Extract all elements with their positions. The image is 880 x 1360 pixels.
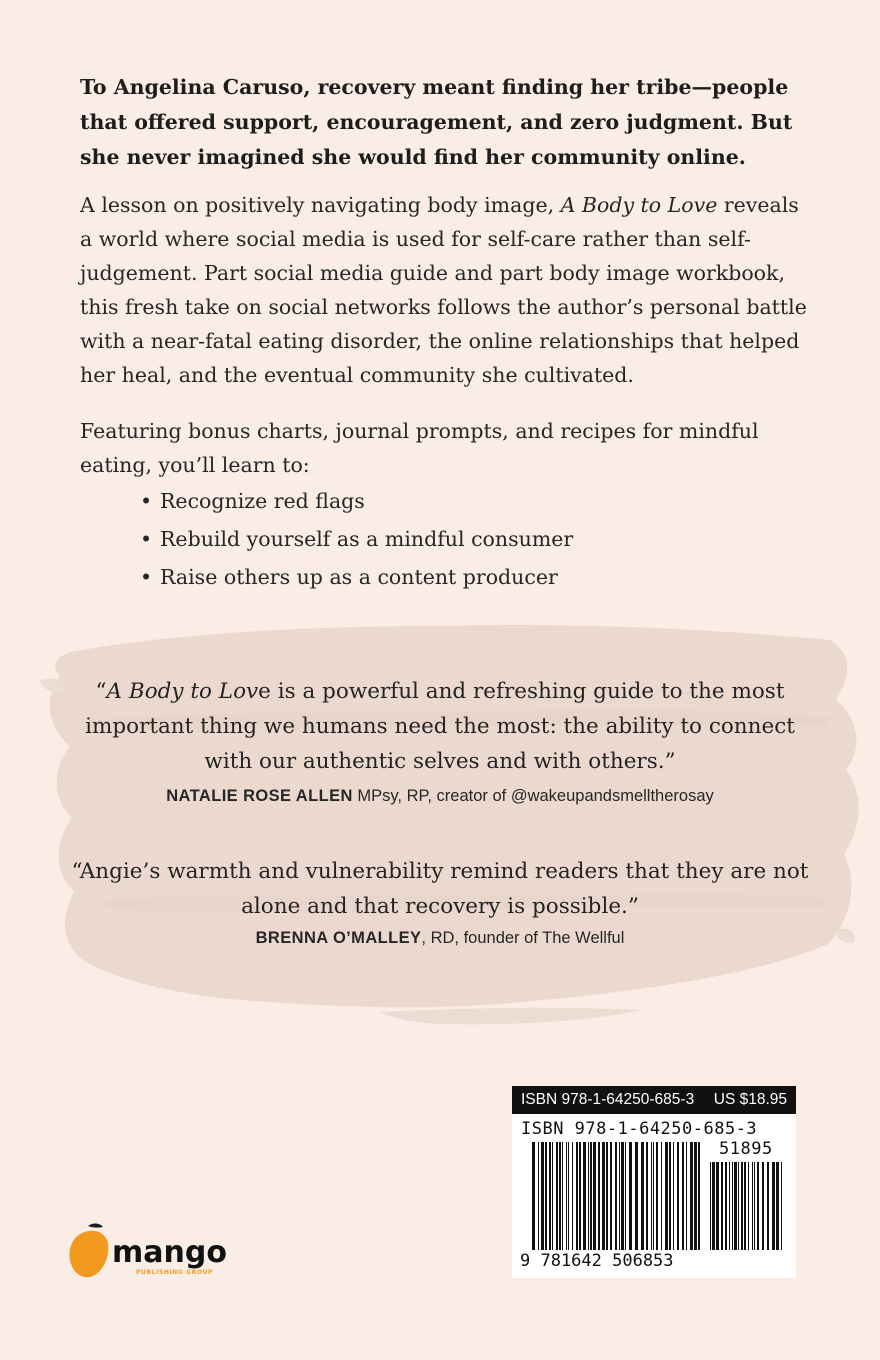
- list-item: • Recognize red flags: [140, 482, 573, 520]
- barcode-bar: [629, 1142, 632, 1250]
- ean-digits: 9 781642 506853: [520, 1251, 674, 1271]
- barcode-bar: [669, 1142, 671, 1250]
- ean-barcode: [532, 1142, 704, 1250]
- barcode-bar: [621, 1142, 624, 1250]
- logo-leaf-icon: [88, 1223, 103, 1227]
- intro-lead: To Angelina Caruso, recovery meant finding her tribe—people that offered support, encouragement, and zero judgment. But she never imagined she would find her community online.: [80, 75, 793, 169]
- barcode-bar: [568, 1142, 569, 1250]
- quote-book-title: A Body to Lov: [106, 679, 259, 704]
- testimonial-quote-1: “A Body to Love is a powerful and refreshing guide to the most important thing we humans need the most: the ability to connect with our authentic selves and with others.”: [85, 679, 795, 774]
- barcode-bar: [686, 1142, 687, 1250]
- testimonial-attribution-2: [60, 929, 820, 948]
- barcode-bar: [598, 1142, 600, 1250]
- barcode-bar: [566, 1142, 567, 1250]
- barcode-bar: [781, 1162, 782, 1250]
- bullet-icon: •: [140, 565, 153, 589]
- brush-stroke-background: [0, 600, 880, 1040]
- barcode-bar: [590, 1142, 592, 1250]
- barcode-bar: [748, 1162, 749, 1250]
- features-intro: Featuring bonus charts, journal prompts, and recipes for mindful eating, you’ll learn to:: [80, 419, 759, 477]
- barcode-bar: [694, 1142, 697, 1250]
- description-pre: A lesson on positively navigating body image,: [80, 193, 561, 217]
- barcode-bar: [579, 1142, 581, 1250]
- barcode-bar: [677, 1142, 679, 1250]
- barcode-bar: [549, 1142, 551, 1250]
- barcode-bar: [721, 1162, 723, 1250]
- logo-tagline: PUBLISHING GROUP: [136, 1269, 214, 1276]
- endorser-credentials: , RD, founder of The Wellful: [421, 929, 625, 947]
- barcode-bar: [583, 1142, 586, 1250]
- description-post: reveals a world where social media is used for self-care rather than self-judgement. Part social media guide and part body image workbook, this fresh take on social networks follows the author’s personal battle with a near-fatal eating disorder, the online relationships that helped her heal, and the eventual community she cultivated.: [80, 193, 807, 387]
- barcode-bar: [656, 1142, 658, 1250]
- barcode-bar: [744, 1162, 746, 1250]
- barcode-bar: [729, 1162, 730, 1250]
- barcode-bar: [776, 1162, 779, 1250]
- mango-fruit-icon: [70, 1231, 109, 1278]
- barcode-bar: [651, 1142, 652, 1250]
- barcode-bar: [665, 1142, 668, 1250]
- barcode-bar: [690, 1142, 693, 1250]
- barcode-bar: [559, 1142, 561, 1250]
- bullet-list: [140, 482, 573, 596]
- barcode-bar: [562, 1142, 563, 1250]
- barcode-bar: [673, 1142, 674, 1250]
- barcode-bar: [572, 1142, 573, 1250]
- isbn-label: ISBN 978-1-64250-685-3: [521, 1091, 695, 1108]
- endorser-name: NATALIE ROSE ALLEN: [166, 787, 353, 805]
- bullet-icon: •: [140, 527, 153, 551]
- barcode-bar: [710, 1162, 711, 1250]
- endorser-name: BRENNA O’MALLEY: [255, 929, 422, 947]
- barcode-bar: [593, 1142, 596, 1250]
- price-code: 51895: [719, 1139, 773, 1159]
- barcode-bar: [619, 1142, 620, 1250]
- barcode-bar: [767, 1162, 769, 1250]
- price-barcode: [710, 1162, 788, 1250]
- barcode-bar: [552, 1142, 553, 1250]
- barcode-bar: [538, 1142, 539, 1250]
- barcode-bar: [738, 1162, 739, 1250]
- barcode-header: [512, 1086, 796, 1114]
- barcode-bar: [653, 1142, 654, 1250]
- barcode-bar: [661, 1142, 662, 1250]
- isbn-code: ISBN 978-1-64250-685-3: [521, 1119, 758, 1139]
- mango-publishing-logo: [66, 1222, 246, 1282]
- barcode-bar: [772, 1162, 775, 1250]
- description-paragraph: [80, 188, 810, 392]
- price-label: US $18.95: [713, 1091, 787, 1108]
- barcode-bar: [646, 1142, 648, 1250]
- barcode-bar: [732, 1162, 733, 1250]
- list-item: • Rebuild yourself as a mindful consumer: [140, 520, 573, 558]
- barcode-bar: [762, 1162, 764, 1250]
- barcode-bar: [588, 1142, 589, 1250]
- barcode-bar: [734, 1162, 737, 1250]
- logo-wordmark: mango: [112, 1235, 227, 1270]
- barcode-bar: [682, 1142, 684, 1250]
- barcode-bar: [556, 1142, 558, 1250]
- barcode-bar: [698, 1142, 700, 1250]
- barcode-bar: [752, 1162, 753, 1250]
- barcode-bar: [725, 1162, 727, 1250]
- bullet-icon: •: [140, 489, 153, 513]
- testimonial-attribution-1: [60, 787, 820, 806]
- barcode-bar: [712, 1162, 715, 1250]
- barcode-bar: [602, 1142, 605, 1250]
- barcode-bar: [606, 1142, 608, 1250]
- testimonial-quote-2: “Angie’s warmth and vulnerability remind readers that they are not alone and that recovery is possible.”: [71, 859, 809, 919]
- barcode-bar: [532, 1142, 535, 1250]
- barcode-bar: [610, 1142, 612, 1250]
- endorser-credentials: MPsy, RP, creator of @wakeupandsmelltherosay: [352, 787, 714, 805]
- barcode-bar: [576, 1142, 578, 1250]
- barcode-bar: [635, 1142, 638, 1250]
- barcode-bar: [541, 1142, 544, 1250]
- barcode-bar: [757, 1162, 759, 1250]
- barcode-bar: [716, 1162, 719, 1250]
- barcode-bar: [741, 1162, 743, 1250]
- list-item: • Raise others up as a content producer: [140, 558, 573, 596]
- book-title: A Body to Love: [560, 193, 718, 217]
- barcode-bar: [625, 1142, 626, 1250]
- barcode-bar: [545, 1142, 547, 1250]
- barcode-bar: [615, 1142, 617, 1250]
- barcode-bar: [754, 1162, 755, 1250]
- barcode-bar: [641, 1142, 644, 1250]
- barcode-block: [512, 1086, 796, 1278]
